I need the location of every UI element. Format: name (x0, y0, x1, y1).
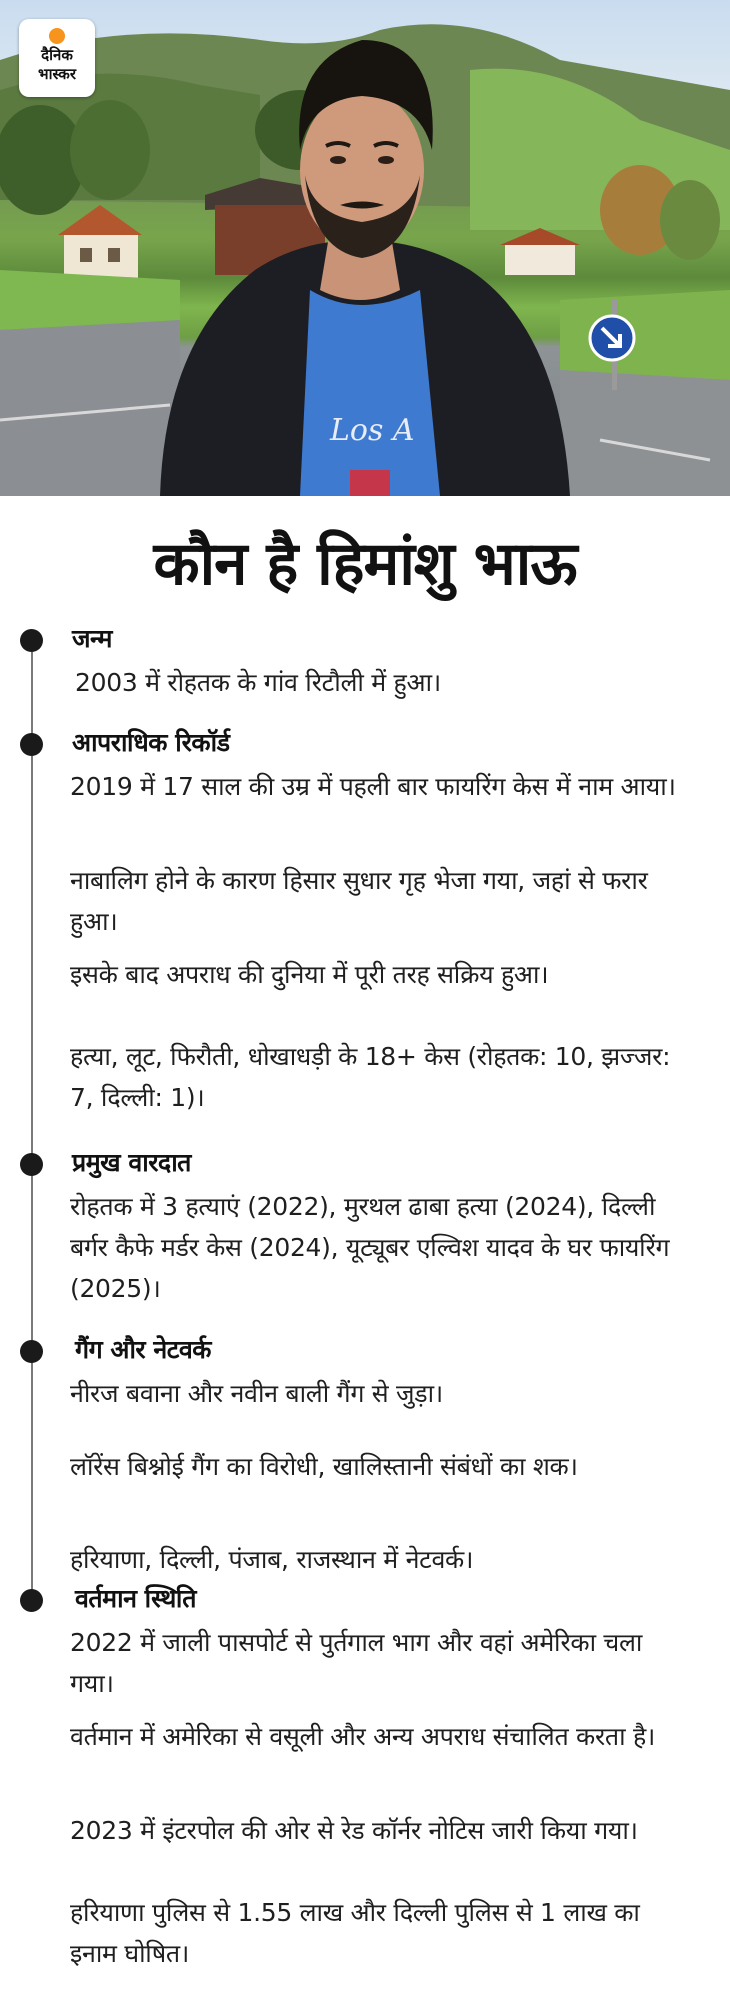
section-heading: गैंग और नेटवर्क (75, 1335, 211, 1364)
section-heading: वर्तमान स्थिति (75, 1584, 197, 1613)
logo-line-2: भास्कर (38, 65, 76, 83)
timeline-dot (20, 629, 43, 652)
section-paragraph: हत्या, लूट, फिरौती, धोखाधड़ी के 18+ केस (रोहतक: 10, झज्जर: 7, दिल्ली: 1)। (70, 1042, 671, 1112)
section-paragraph: हरियाणा, दिल्ली, पंजाब, राजस्थान में नेटवर्क। (70, 1545, 474, 1574)
sun-icon (49, 28, 65, 44)
dainik-bhaskar-logo (19, 19, 95, 97)
timeline-dot (20, 1340, 43, 1363)
section-paragraph: 2023 में इंटरपोल की ओर से रेड कॉर्नर नोटिस जारी किया गया। (70, 1816, 638, 1845)
timeline-dot (20, 733, 43, 756)
section-paragraph: नीरज बवाना और नवीन बाली गैंग से जुड़ा। (70, 1379, 443, 1408)
section-paragraph: नाबालिग होने के कारण हिसार सुधार गृह भेजा गया, जहां से फरार हुआ। (70, 866, 648, 936)
logo-line-1: दैनिक (41, 46, 73, 64)
section-paragraph: 2022 में जाली पासपोर्ट से पुर्तगाल भाग और वहां अमेरिका चला गया। (70, 1628, 643, 1698)
section-heading: आपराधिक रिकॉर्ड (72, 728, 230, 757)
section-heading: जन्म (72, 624, 112, 653)
section-paragraph: वर्तमान में अमेरिका से वसूली और अन्य अपराध संचालित करता है। (70, 1722, 656, 1751)
section-heading: प्रमुख वारदात (72, 1148, 191, 1177)
section-paragraph: 2003 में रोहतक के गांव रिटौली में हुआ। (75, 668, 441, 697)
timeline-dot (20, 1589, 43, 1612)
hero-photo (0, 0, 730, 496)
section-paragraph: इसके बाद अपराध की दुनिया में पूरी तरह सक्रिय हुआ। (70, 960, 549, 989)
svg-text:Los A: Los A (330, 413, 415, 448)
timeline-rail (31, 640, 33, 1600)
section-paragraph: लॉरेंस बिश्नोई गैंग का विरोधी, खालिस्तानी संबंधों का शक। (70, 1452, 578, 1481)
section-paragraph: 2019 में 17 साल की उम्र में पहली बार फायरिंग केस में नाम आया। (70, 772, 676, 801)
section-paragraph: रोहतक में 3 हत्याएं (2022), मुरथल ढाबा हत्या (2024), दिल्ली बर्गर कैफे मर्डर केस (2024), यूट्यूबर एल्विश यादव के घर फायरिंग (2025)। (70, 1192, 670, 1303)
timeline-dot (20, 1153, 43, 1176)
section-paragraph: हरियाणा पुलिस से 1.55 लाख और दिल्ली पुलिस से 1 लाख का इनाम घोषित। (70, 1898, 640, 1968)
page-title: कौन है हिमांशु भाऊ (153, 529, 577, 599)
photo-scene (0, 0, 730, 496)
